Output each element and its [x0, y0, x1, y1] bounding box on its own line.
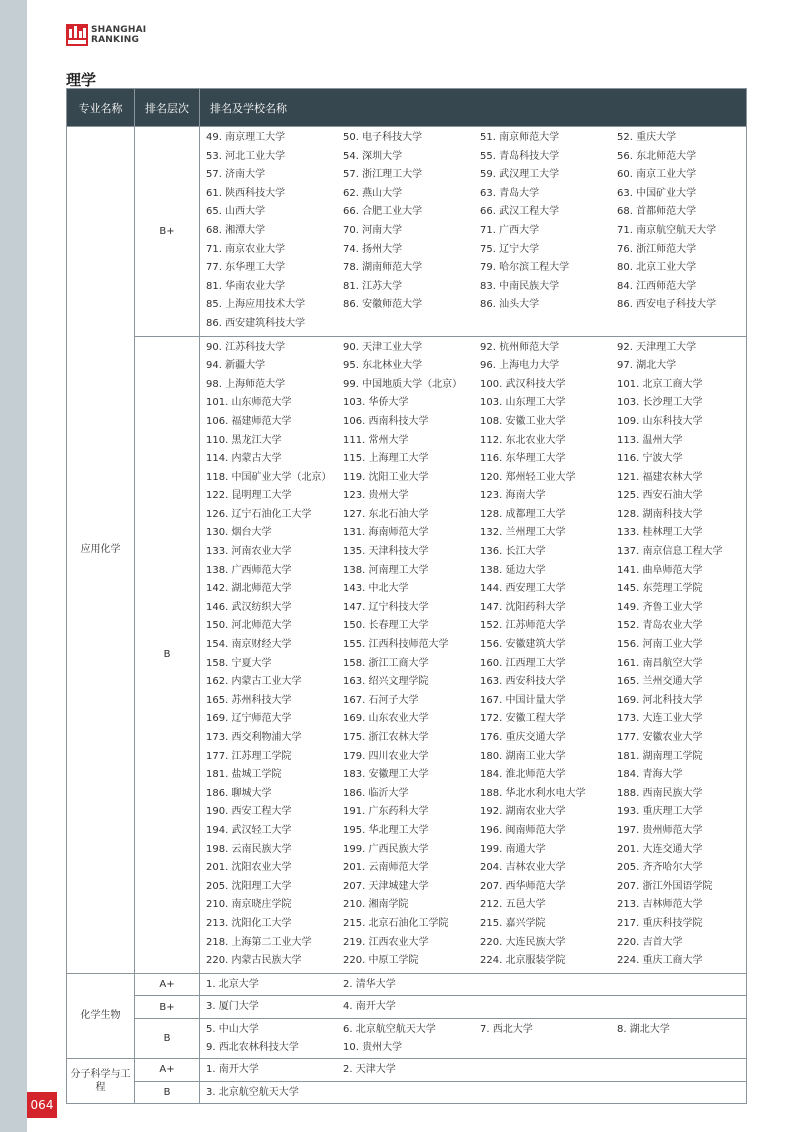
school-entry: 70. 河南大学	[343, 224, 403, 236]
school-entry: 133. 河南农业大学	[206, 546, 292, 558]
school-entry: 198. 云南民族大学	[206, 843, 292, 855]
header-major: 专业名称	[67, 89, 135, 127]
school-entry: 51. 南京师范大学	[480, 132, 560, 143]
table-row	[67, 1059, 747, 1082]
entries-cell	[200, 127, 747, 337]
school-entry: 81. 华南农业大学	[206, 280, 286, 292]
school-entry: 86. 安徽师范大学	[343, 299, 423, 311]
school-entry: 109. 山东科技大学	[617, 415, 703, 427]
school-entry: 199. 南通大学	[480, 843, 546, 855]
school-entry: 3. 厦门大学	[206, 1001, 259, 1013]
school-entry: 217. 重庆科技学院	[617, 917, 703, 929]
school-entry: 158. 浙江工商大学	[343, 657, 429, 669]
table-row	[67, 996, 747, 1019]
school-entry: 120. 郑州轻工业大学	[480, 471, 576, 483]
school-entry: 71. 广西大学	[480, 224, 540, 236]
entries-cell	[200, 996, 747, 1019]
school-entry: 5. 中山大学	[206, 1023, 259, 1035]
school-entry: 218. 上海第二工业大学	[206, 936, 312, 948]
school-entry: 215. 嘉兴学院	[480, 917, 546, 929]
school-entry: 66. 武汉工程大学	[480, 206, 560, 218]
school-entry: 86. 西安电子科技大学	[617, 299, 717, 311]
school-entry: 123. 海南大学	[480, 490, 546, 502]
school-entry: 224. 重庆工商大学	[617, 955, 703, 967]
school-entry: 98. 上海师范大学	[206, 378, 286, 390]
school-entry: 111. 常州大学	[343, 434, 409, 446]
school-entry: 212. 五邑大学	[480, 899, 546, 911]
school-entry: 205. 齐齐哈尔大学	[617, 862, 703, 874]
school-entry: 190. 西安工程大学	[206, 806, 292, 818]
school-entry: 1. 南开大学	[206, 1064, 259, 1076]
school-entry: 130. 烟台大学	[206, 527, 272, 539]
school-entry: 213. 沈阳化工大学	[206, 917, 292, 929]
school-entry: 142. 湖北师范大学	[206, 583, 292, 595]
school-entry: 165. 兰州交通大学	[617, 676, 703, 688]
school-entry: 106. 福建师范大学	[206, 415, 292, 427]
school-entry: 173. 西交利物浦大学	[206, 732, 302, 743]
school-entry: 175. 浙江农林大学	[343, 732, 429, 743]
section-title: 理学	[66, 71, 97, 89]
school-entry: 158. 宁夏大学	[206, 657, 272, 669]
school-entry: 81. 江苏大学	[343, 280, 403, 292]
school-entry: 86. 汕头大学	[480, 299, 540, 311]
logo-line-2: RANKING	[91, 35, 140, 45]
school-entry: 79. 哈尔滨工程大学	[480, 262, 570, 274]
school-entry: 57. 浙江理工大学	[343, 169, 423, 181]
school-entry: 207. 天津城建大学	[343, 880, 429, 892]
school-entry: 9. 西北农林科技大学	[206, 1041, 299, 1053]
school-entry: 169. 山东农业大学	[343, 713, 429, 725]
school-entry: 201. 大连交通大学	[617, 843, 703, 855]
school-entry: 60. 南京工业大学	[617, 169, 697, 181]
school-entry: 138. 延边大学	[480, 564, 546, 576]
school-entry: 180. 湖南工业大学	[480, 750, 566, 762]
school-entry: 199. 广西民族大学	[343, 843, 429, 855]
school-entry: 179. 四川农业大学	[343, 750, 429, 762]
school-entry: 213. 吉林师范大学	[617, 899, 703, 911]
school-entry: 169. 河北科技大学	[617, 694, 703, 706]
school-entry: 181. 湖南理工学院	[617, 750, 703, 762]
school-entry: 63. 青岛大学	[480, 187, 540, 199]
school-entry: 121. 福建农林大学	[617, 471, 703, 483]
school-entry: 163. 绍兴文理学院	[343, 676, 429, 688]
school-entry: 163. 西安科技大学	[480, 676, 566, 688]
school-entry: 181. 盐城工学院	[206, 769, 282, 781]
school-entry: 195. 华北理工大学	[343, 824, 429, 836]
ranking-table	[66, 88, 747, 1104]
school-entry: 155. 江西科技师范大学	[343, 639, 449, 651]
school-entry: 126. 辽宁石油化工大学	[206, 508, 312, 520]
school-entry: 86. 西安建筑科技大学	[206, 317, 306, 329]
school-entry: 49. 南京理工大学	[206, 132, 286, 143]
school-entry: 150. 河北师范大学	[206, 620, 292, 632]
major-cell: 分子科学与工程	[67, 1059, 135, 1104]
school-entry: 156. 安徽建筑大学	[480, 639, 566, 651]
school-entry: 220. 大连民族大学	[480, 936, 566, 948]
table-row	[67, 973, 747, 996]
level-cell: B	[135, 1018, 200, 1058]
school-entry: 101. 山东师范大学	[206, 397, 292, 409]
side-strip	[0, 0, 27, 1132]
school-entry: 57. 济南大学	[206, 169, 266, 181]
school-entry: 95. 东北林业大学	[343, 360, 423, 372]
school-entry: 63. 中国矿业大学	[617, 187, 697, 199]
logo-text	[91, 25, 146, 45]
school-entry: 61. 陕西科技大学	[206, 187, 286, 199]
header-level: 排名层次	[135, 89, 200, 127]
school-entry: 145. 东莞理工学院	[617, 583, 703, 595]
school-entry: 162. 内蒙古工业大学	[206, 676, 302, 688]
school-entry: 101. 北京工商大学	[617, 378, 703, 390]
table-row	[67, 336, 747, 973]
school-entry: 184. 淮北师范大学	[480, 769, 566, 781]
school-entry: 167. 中国计量大学	[480, 694, 566, 706]
level-cell: B	[135, 336, 200, 973]
logo-mark-icon	[66, 24, 88, 46]
school-entry: 103. 山东理工大学	[480, 397, 566, 409]
school-entry: 138. 广西师范大学	[206, 564, 292, 576]
school-entry: 136. 长江大学	[480, 546, 546, 558]
school-entry: 112. 东北农业大学	[480, 434, 566, 446]
school-entry: 8. 湖北大学	[617, 1023, 670, 1035]
school-entry: 68. 湘潭大学	[206, 224, 266, 236]
level-cell: B+	[135, 127, 200, 337]
entries-cell	[200, 1018, 747, 1058]
logo-line-1: SHANGHAI	[91, 25, 147, 35]
school-entry: 210. 南京晓庄学院	[206, 899, 292, 911]
school-entry: 4. 南开大学	[343, 1001, 396, 1013]
school-entry: 132. 兰州理工大学	[480, 527, 566, 539]
school-entry: 6. 北京航空航天大学	[343, 1023, 436, 1035]
school-entry: 186. 临沂大学	[343, 787, 409, 799]
school-entry: 196. 闽南师范大学	[480, 824, 566, 836]
school-entry: 192. 湖南农业大学	[480, 806, 566, 818]
school-entry: 71. 南京航空航天大学	[617, 224, 717, 236]
school-entry: 144. 西安理工大学	[480, 583, 566, 595]
school-entry: 152. 青岛农业大学	[617, 620, 703, 632]
school-entry: 80. 北京工业大学	[617, 262, 697, 274]
level-cell: B+	[135, 996, 200, 1019]
school-entry: 113. 温州大学	[617, 434, 683, 446]
school-entry: 62. 燕山大学	[343, 187, 403, 199]
school-entry: 77. 东华理工大学	[206, 262, 286, 274]
school-entry: 149. 齐鲁工业大学	[617, 601, 703, 613]
school-entry: 191. 广东药科大学	[343, 806, 429, 818]
school-entry: 210. 湘南学院	[343, 899, 409, 911]
school-entry: 127. 东北石油大学	[343, 508, 429, 520]
school-entry: 71. 南京农业大学	[206, 243, 286, 255]
school-entry: 103. 长沙理工大学	[617, 397, 703, 409]
school-entry: 186. 聊城大学	[206, 787, 272, 799]
school-entry: 220. 吉首大学	[617, 936, 683, 948]
school-entry: 1. 北京大学	[206, 978, 259, 990]
school-entry: 119. 沈阳工业大学	[343, 471, 429, 483]
school-entry: 169. 辽宁师范大学	[206, 713, 292, 725]
school-entry: 103. 华侨大学	[343, 397, 409, 409]
school-entry: 204. 吉林农业大学	[480, 862, 566, 874]
school-entry: 10. 贵州大学	[343, 1041, 403, 1053]
school-entry: 194. 武汉轻工大学	[206, 824, 292, 836]
school-entry: 219. 江西农业大学	[343, 936, 429, 948]
school-entry: 56. 东北师范大学	[617, 150, 697, 162]
school-entry: 220. 内蒙古民族大学	[206, 955, 302, 967]
school-entry: 96. 上海电力大学	[480, 360, 560, 372]
school-entry: 2. 天津大学	[343, 1064, 396, 1076]
school-entry: 68. 首都师范大学	[617, 206, 697, 218]
school-entry: 54. 深圳大学	[343, 150, 403, 162]
school-entry: 52. 重庆大学	[617, 132, 677, 143]
school-entry: 92. 天津理工大学	[617, 341, 697, 353]
entries-cell	[200, 1081, 747, 1104]
school-entry: 76. 浙江师范大学	[617, 243, 697, 255]
major-cell: 化学生物	[67, 973, 135, 1058]
school-entry: 83. 中南民族大学	[480, 280, 560, 292]
school-entry: 183. 安徽理工大学	[343, 769, 429, 781]
school-entry: 193. 重庆理工大学	[617, 806, 703, 818]
school-entry: 215. 北京石油化工学院	[343, 917, 449, 929]
level-cell: A+	[135, 973, 200, 996]
school-entry: 97. 湖北大学	[617, 360, 677, 372]
school-entry: 177. 江苏理工学院	[206, 750, 292, 762]
school-entry: 128. 湖南科技大学	[617, 508, 703, 520]
school-entry: 106. 西南科技大学	[343, 415, 429, 427]
table-row	[67, 1018, 747, 1058]
school-entry: 108. 安徽工业大学	[480, 415, 566, 427]
school-entry: 188. 西南民族大学	[617, 787, 703, 799]
school-entry: 141. 曲阜师范大学	[617, 564, 703, 576]
school-entry: 137. 南京信息工程大学	[617, 546, 723, 558]
school-entry: 197. 贵州师范大学	[617, 824, 703, 836]
school-entry: 147. 沈阳药科大学	[480, 601, 566, 613]
school-entry: 224. 北京服装学院	[480, 955, 566, 967]
school-entry: 207. 浙江外国语学院	[617, 880, 713, 892]
table-row	[67, 1081, 747, 1104]
school-entry: 7. 西北大学	[480, 1023, 533, 1035]
school-entry: 55. 青岛科技大学	[480, 150, 560, 162]
school-entry: 90. 江苏科技大学	[206, 341, 286, 353]
school-entry: 167. 石河子大学	[343, 694, 419, 706]
entries-cell	[200, 973, 747, 996]
school-entry: 161. 南昌航空大学	[617, 657, 703, 669]
school-entry: 172. 安徽工程大学	[480, 713, 566, 725]
school-entry: 131. 海南师范大学	[343, 527, 429, 539]
school-entry: 78. 湖南师范大学	[343, 262, 423, 274]
school-entry: 156. 河南工业大学	[617, 639, 703, 651]
school-entry: 2. 清华大学	[343, 978, 396, 990]
school-entry: 116. 宁波大学	[617, 453, 683, 465]
school-entry: 176. 重庆交通大学	[480, 732, 566, 743]
school-entry: 133. 桂林理工大学	[617, 527, 703, 539]
school-entry: 125. 西安石油大学	[617, 490, 703, 502]
school-entry: 128. 成都理工大学	[480, 508, 566, 520]
school-entry: 123. 贵州大学	[343, 490, 409, 502]
school-entry: 116. 东华理工大学	[480, 453, 566, 465]
school-entry: 65. 山西大学	[206, 206, 266, 218]
school-entry: 146. 武汉纺织大学	[206, 601, 292, 613]
school-entry: 207. 西华师范大学	[480, 880, 566, 892]
school-entry: 177. 安徽农业大学	[617, 732, 703, 743]
school-entry: 90. 天津工业大学	[343, 341, 423, 353]
school-entry: 99. 中国地质大学（北京）	[343, 378, 463, 390]
school-entry: 75. 辽宁大学	[480, 243, 540, 255]
level-cell: A+	[135, 1059, 200, 1082]
page-number: 064	[27, 1092, 57, 1118]
school-entry: 152. 江苏师范大学	[480, 620, 566, 632]
school-entry: 135. 天津科技大学	[343, 546, 429, 558]
entries-cell	[200, 336, 747, 973]
school-entry: 53. 河北工业大学	[206, 150, 286, 162]
school-entry: 84. 江西师范大学	[617, 280, 697, 292]
school-entry: 122. 昆明理工大学	[206, 490, 292, 502]
school-entry: 160. 江西理工大学	[480, 657, 566, 669]
school-entry: 205. 沈阳理工大学	[206, 880, 292, 892]
school-entry: 115. 上海理工大学	[343, 453, 429, 465]
school-entry: 114. 内蒙古大学	[206, 453, 282, 465]
school-entry: 110. 黑龙江大学	[206, 434, 282, 446]
table-header-row	[67, 89, 747, 127]
major-cell: 应用化学	[67, 127, 135, 974]
school-entry: 118. 中国矿业大学（北京）	[206, 471, 332, 483]
school-entry: 173. 大连工业大学	[617, 713, 703, 725]
school-entry: 143. 中北大学	[343, 583, 409, 595]
entries-cell	[200, 1059, 747, 1082]
school-entry: 3. 北京航空航天大学	[206, 1086, 299, 1098]
table-row	[67, 127, 747, 337]
school-entry: 59. 武汉理工大学	[480, 169, 560, 181]
header-list: 排名及学校名称	[200, 89, 747, 127]
school-entry: 74. 扬州大学	[343, 243, 403, 255]
school-entry: 165. 苏州科技大学	[206, 694, 292, 706]
school-entry: 94. 新疆大学	[206, 360, 266, 372]
school-entry: 201. 云南师范大学	[343, 862, 429, 874]
school-entry: 184. 青海大学	[617, 769, 683, 781]
level-cell: B	[135, 1081, 200, 1104]
school-entry: 92. 杭州师范大学	[480, 341, 560, 353]
school-entry: 85. 上海应用技术大学	[206, 299, 306, 311]
school-entry: 147. 辽宁科技大学	[343, 601, 429, 613]
school-entry: 150. 长春理工大学	[343, 620, 429, 632]
school-entry: 66. 合肥工业大学	[343, 206, 423, 218]
school-entry: 50. 电子科技大学	[343, 132, 423, 143]
school-entry: 220. 中原工学院	[343, 955, 419, 967]
school-entry: 100. 武汉科技大学	[480, 378, 566, 390]
school-entry: 201. 沈阳农业大学	[206, 862, 292, 874]
school-entry: 154. 南京财经大学	[206, 639, 292, 651]
school-entry: 188. 华北水利水电大学	[480, 787, 586, 799]
school-entry: 138. 河南理工大学	[343, 564, 429, 576]
